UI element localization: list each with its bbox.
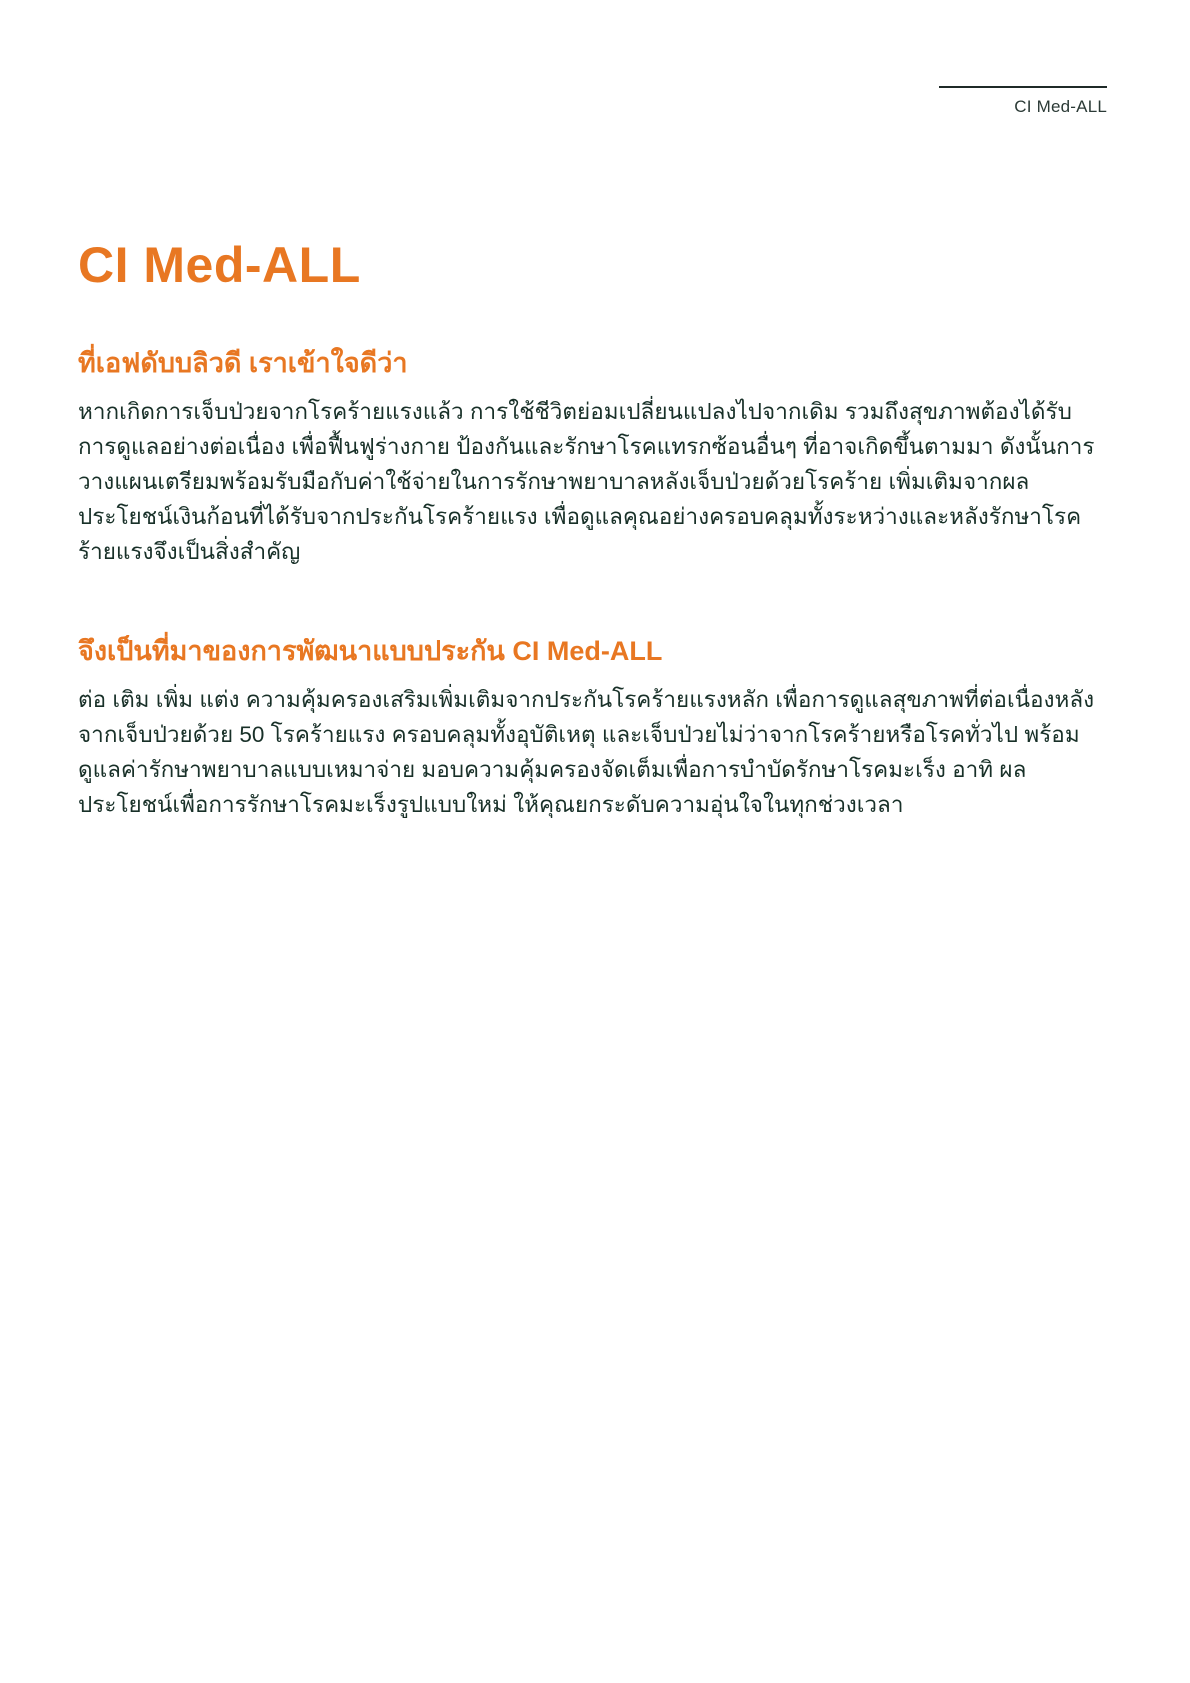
section-intro: [78, 347, 1107, 569]
running-header: [939, 86, 1107, 117]
running-header-label: CI Med-ALL: [1014, 97, 1107, 116]
section-intro-body: หากเกิดการเจ็บป่วยจากโรคร้ายแรงแล้ว การใช้ชีวิตย่อมเปลี่ยนแปลงไปจากเดิม รวมถึงสุขภาพต้องได้รับการดูแลอย่างต่อเนื่อง เพื่อฟื้นฟูร่างกาย ป้องกันและรักษาโรคแทรกซ้อนอื่นๆ ที่อาจเกิดขึ้นตามมา ดังนั้นการวางแผนเตรียมพร้อมรับมือกับค่าใช้จ่ายในการรักษาพยาบาลหลังเจ็บป่วยด้วยโรคร้าย เพิ่มเติมจากผลประโยชน์เงินก้อนที่ได้รับจากประกันโรคร้ายแรง เพื่อดูแลคุณอย่างครอบคลุมทั้งระหว่างและหลังรักษาโรคร้ายแรงจึงเป็นสิ่งสำคัญ: [78, 398, 1095, 564]
section-product-origin-heading: จึงเป็นที่มาของการพัฒนาแบบประกัน CI Med-ALL: [78, 635, 663, 666]
section-intro-heading: ที่เอฟดับบลิวดี เราเข้าใจดีว่า: [78, 348, 408, 378]
section-product-origin: [78, 635, 1107, 822]
section-product-origin-body: ต่อ เติม เพิ่ม แต่ง ความคุ้มครองเสริมเพิ่มเติมจากประกันโรคร้ายแรงหลัก เพื่อการดูแลสุขภาพที่ต่อเนื่องหลังจากเจ็บป่วยด้วย 50 โรคร้ายแรง ครอบคลุมทั้งอุบัติเหตุ และเจ็บป่วยไม่ว่าจากโรคร้ายหรือโรคทั่วไป พร้อมดูแลค่ารักษาพยาบาลแบบเหมาจ่าย มอบความคุ้มครองจัดเต็มเพื่อการบำบัดรักษาโรคมะเร็ง อาทิ ผลประโยชน์เพื่อการรักษาโรคมะเร็งรูปแบบใหม่ ให้คุณยกระดับความอุ่นใจในทุกช่วงเวลา: [78, 686, 1095, 817]
page-title: CI Med-ALL: [78, 237, 361, 293]
